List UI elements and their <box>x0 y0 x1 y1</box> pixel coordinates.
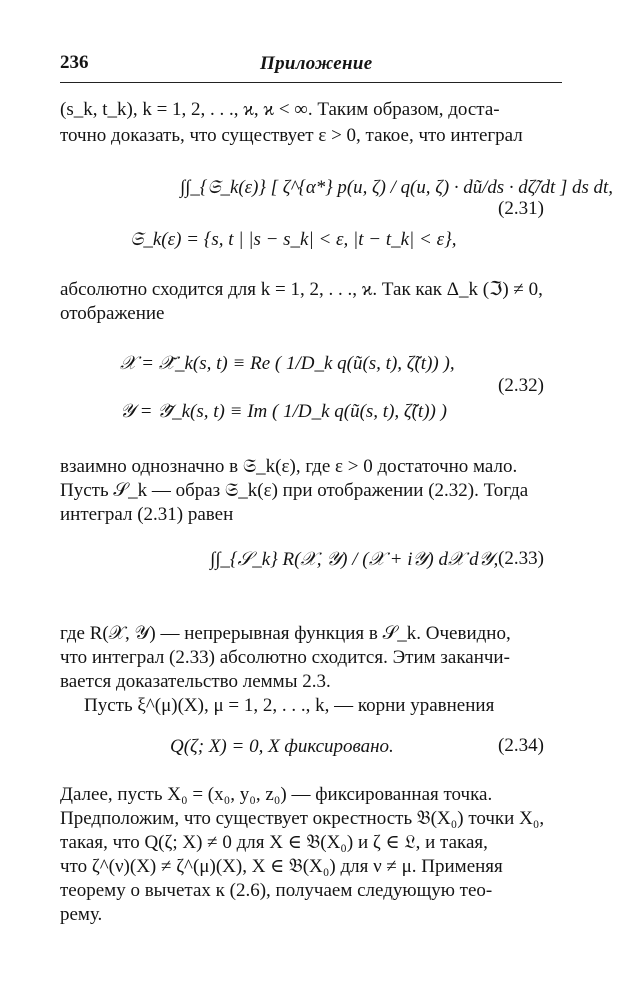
equation-2-33: ∫∫_{𝒮_k} R(𝒳, 𝒴) / (𝒳 + i𝒴) d𝒳 d𝒴, <box>210 549 499 570</box>
text-line: отображение <box>60 303 165 324</box>
running-title: Приложение <box>260 53 373 74</box>
equation-number: (2.31) <box>498 198 544 219</box>
text-line: такая, что Q(ζ; X) ≠ 0 для X ∈ 𝔅(X₀) и ζ ∈ 𝔏, и такая, <box>60 832 488 853</box>
equation-number: (2.33) <box>498 548 544 569</box>
page-number: 236 <box>60 52 89 73</box>
equation-2-32-x: 𝒳 = 𝒳̃_k(s, t) ≡ Re ( 1/D_k q(ũ(s, t), ζ̃(t)) ), <box>120 353 455 374</box>
text-line: Пусть ξ^(μ)(X), μ = 1, 2, . . ., k, — корни уравнения <box>84 695 495 716</box>
equation-number: (2.34) <box>498 735 544 756</box>
text-line: где R(𝒳, 𝒴) — непрерывная функция в 𝒮_k. Очевидно, <box>60 623 511 644</box>
text-line: что интеграл (2.33) абсолютно сходится. Этим заканчи- <box>60 647 510 668</box>
text-line: что ζ^(ν)(X) ≠ ζ^(μ)(X), X ∈ 𝔅(X₀) для ν ≠ μ. Применяя <box>60 856 503 877</box>
text-line: Далее, пусть X₀ = (x₀, y₀, z₀) — фиксированная точка. <box>60 784 493 805</box>
text-line: абсолютно сходится для k = 1, 2, . . ., ϰ. Так как Δ_k (ℑ) ≠ 0, <box>60 279 543 300</box>
header-rule <box>60 82 562 83</box>
text-line: взаимно однозначно в 𝔖_k(ε), где ε > 0 достаточно мало. <box>60 456 518 477</box>
text-line: Пусть 𝒮_k — образ 𝔖_k(ε) при отображении (2.32). Тогда <box>60 480 529 501</box>
text-line: точно доказать, что существует ε > 0, такое, что интеграл <box>60 125 523 146</box>
text-line: рему. <box>60 904 103 925</box>
text-line: вается доказательство леммы 2.3. <box>60 671 331 692</box>
text-line: (s_k, t_k), k = 1, 2, . . ., ϰ, ϰ < ∞. Таким образом, доста- <box>60 99 500 120</box>
equation-number: (2.32) <box>498 375 544 396</box>
text-line: интеграл (2.31) равен <box>60 504 234 525</box>
equation-2-31-integral: ∫∫_{𝔖_k(ε)} [ ζ^{α*} p(u, ζ) / q(u, ζ) · dũ/ds · dζ̃/dt ] ds dt, <box>180 177 613 198</box>
equation-2-32-y: 𝒴 = 𝒴̃_k(s, t) ≡ Im ( 1/D_k q(ũ(s, t), ζ̃(t)) ) <box>120 401 447 422</box>
equation-2-34: Q(ζ; X) = 0, X фиксировано. <box>170 736 394 757</box>
equation-2-31-domain: 𝔖_k(ε) = {s, t | |s − s_k| < ε, |t − t_k| < ε}, <box>130 229 457 250</box>
page-header <box>60 52 560 82</box>
text-line: Предположим, что существует окрестность 𝔅(X₀) точки X₀, <box>60 808 545 829</box>
text-line: теорему о вычетах к (2.6), получаем следующую тео- <box>60 880 493 901</box>
